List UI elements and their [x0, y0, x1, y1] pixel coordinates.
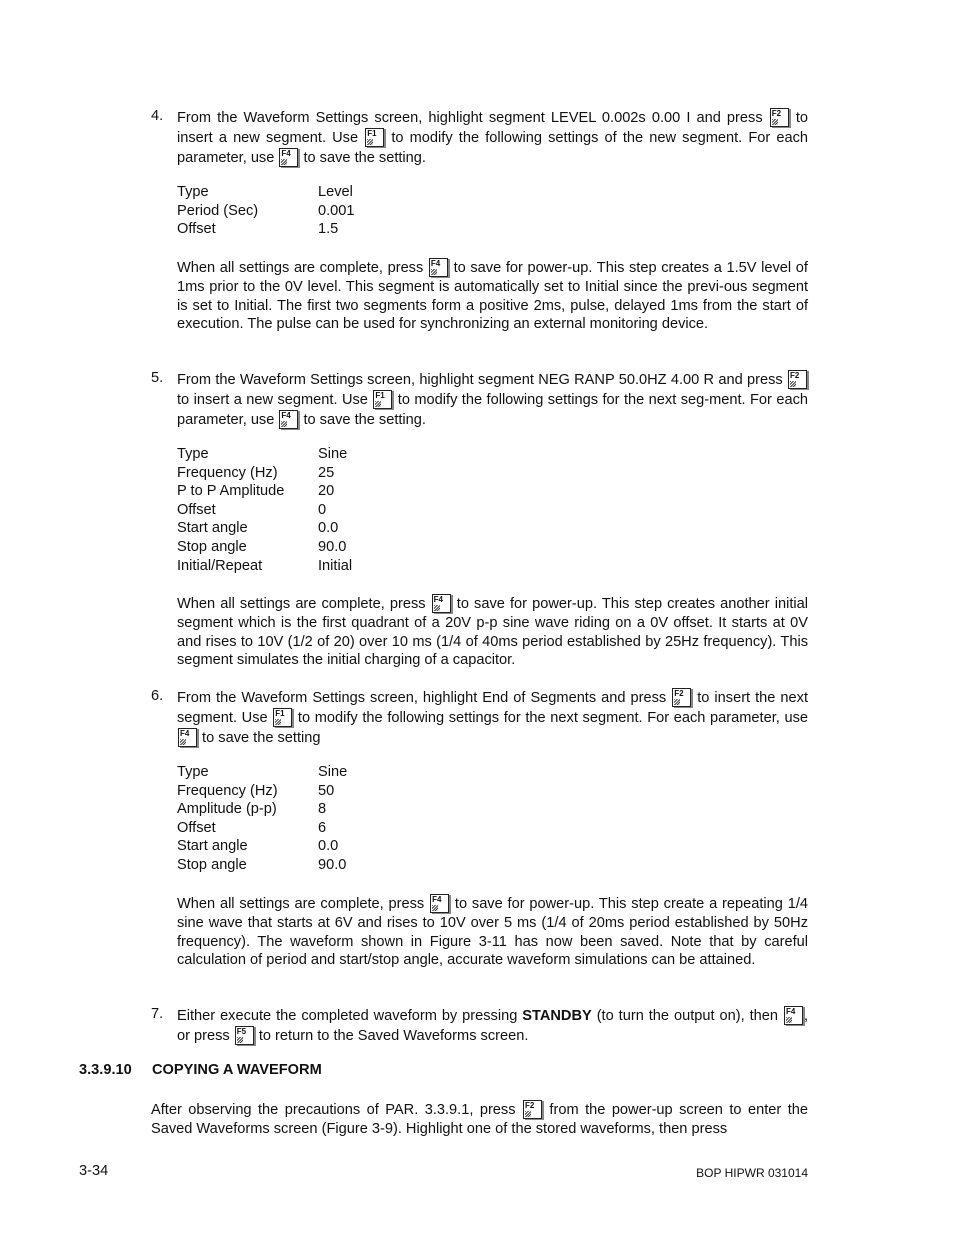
setting-row: [177, 464, 477, 483]
setting-name: Offset: [177, 221, 216, 238]
setting-name: Stop angle: [177, 538, 247, 555]
f4-key-icon: F4: [784, 1006, 803, 1025]
setting-value: 8: [318, 801, 327, 818]
setting-row: [177, 856, 477, 875]
f2-key-icon: F2: [523, 1100, 542, 1119]
setting-name: Frequency (Hz): [177, 782, 278, 799]
setting-value: Sine: [318, 446, 348, 462]
setting-value: Sine: [318, 764, 348, 780]
setting-value: 20: [318, 483, 335, 500]
section-number: 3.3.9.10: [79, 1062, 132, 1078]
step-4-number: 4.: [151, 108, 164, 124]
setting-name: P to P Amplitude: [177, 483, 285, 500]
setting-name: Stop angle: [177, 856, 247, 873]
f4-key-icon: F4: [279, 410, 298, 429]
f2-key-icon: F2: [770, 108, 789, 127]
setting-value: Level: [318, 184, 353, 200]
step-6-settings: [177, 763, 477, 875]
setting-row: [177, 557, 477, 576]
section-body: After observing the precautions of PAR. 3.3.9.1, press F2 from the power-up screen to enter the Saved Waveforms screen (Figure 3-9). Highlight one of the stored waveforms, then press: [151, 1101, 808, 1137]
step-5-number: 5.: [151, 370, 164, 386]
setting-name: Offset: [177, 819, 216, 836]
setting-name: Period (Sec): [177, 202, 259, 219]
setting-row: [177, 782, 477, 801]
step-6-number: 6.: [151, 688, 164, 704]
step-5-after: When all settings are complete, press F4 to save for power-up. This step creates another initial segment which is the first quadrant of a 20V p-p sine wave riding on a 0V offset. It starts at 0V and rises to 10V (1/2 of 20) over 10 ms (1/4 of 40ms period established by 25Hz frequency). This segment simulates the initial charging of a capacitor.: [177, 595, 808, 669]
step-6-after: When all settings are complete, press F4 to save for power-up. This step create a repeating 1/4 sine wave that starts at 6V and rises to 10V over 5 ms (1/4 of 20ms period established by 50Hz frequency). The waveform shown in Figure 3-11 has now been saved. Note that by careful calculation of period and start/stop angle, accurate waveform simulations can be attained.: [177, 895, 808, 969]
f1-key-icon: F1: [273, 708, 292, 727]
setting-name: Frequency (Hz): [177, 464, 278, 481]
setting-name: Type: [177, 184, 209, 200]
f4-key-icon: F4: [432, 594, 451, 613]
setting-row: [177, 519, 477, 538]
f1-key-icon: F1: [365, 128, 384, 147]
setting-row: [177, 501, 477, 520]
f4-key-icon: F4: [429, 258, 448, 277]
setting-row: [177, 445, 477, 464]
setting-row: [177, 800, 477, 819]
setting-value: 0: [318, 501, 327, 518]
step-4-after: When all settings are complete, press F4 to save for power-up. This step creates a 1.5V level of 1ms prior to the 0V level. This segment is automatically set to Initial since the previ-ous segment is set to Initial. The first two segments form a positive 2ms, pulse, delayed 1ms from the start of execution. The pulse can be used for synchronizing an external monitoring device.: [177, 259, 808, 333]
step-7-intro: Either execute the completed waveform by pressing STANDBY (to turn the output on), then F4 , or press F5 to return to the Saved Waveforms screen.: [177, 1007, 808, 1044]
f4-key-icon: F4: [178, 728, 197, 747]
f1-key-icon: F1: [373, 390, 392, 409]
setting-row: [177, 220, 477, 239]
f4-key-icon: F4: [279, 148, 298, 167]
f2-key-icon: F2: [672, 688, 691, 707]
setting-row: [177, 482, 477, 501]
setting-row: [177, 837, 477, 856]
setting-name: Offset: [177, 501, 216, 518]
setting-value: 90.0: [318, 538, 347, 555]
setting-value: 0.0: [318, 838, 339, 855]
setting-name: Start angle: [177, 838, 248, 855]
setting-value: 90.0: [318, 856, 347, 873]
step-7-number: 7.: [151, 1006, 164, 1022]
step-4-intro: From the Waveform Settings screen, highlight segment LEVEL 0.002s 0.00 I and press F2 to insert a new segment. Use F1 to modify the following settings of the new segment. For each parameter, use F4 to save the setting.: [177, 109, 808, 166]
f4-key-icon: F4: [430, 894, 449, 913]
setting-row: [177, 538, 477, 557]
document-id: BOP HIPWR 031014: [696, 1166, 808, 1180]
setting-row: [177, 763, 477, 782]
setting-name: Start angle: [177, 520, 248, 537]
setting-value: 50: [318, 782, 335, 799]
f2-key-icon: F2: [788, 370, 807, 389]
setting-name: Amplitude (p-p): [177, 801, 277, 818]
setting-value: 0.001: [318, 202, 355, 219]
f5-key-icon: F5: [235, 1026, 254, 1045]
setting-value: 25: [318, 464, 335, 481]
setting-value: Initial: [318, 557, 353, 574]
setting-row: [177, 202, 477, 221]
emphasis: STANDBY: [522, 1008, 592, 1024]
step-6-intro: From the Waveform Settings screen, highlight End of Segments and press F2 to insert the next segment. Use F1 to modify the following settings for the next segment. For each parameter, use F4 to save the setting: [177, 689, 809, 746]
step-5-intro: From the Waveform Settings screen, highlight segment NEG RANP 50.0HZ 4.00 R and press F2 to insert a new segment. Use F1 to modify the following settings for the next seg-ment. For each parameter, use F4 to save the setting.: [177, 371, 808, 428]
setting-name: Type: [177, 764, 209, 780]
section-title: COPYING A WAVEFORM: [152, 1062, 322, 1078]
setting-value: 0.0: [318, 520, 339, 537]
setting-value: 6: [318, 819, 327, 836]
setting-row: [177, 183, 477, 202]
setting-name: Type: [177, 446, 209, 462]
page-number: 3-34: [79, 1163, 109, 1179]
step-4-settings: [177, 183, 477, 239]
step-5-settings: [177, 445, 477, 575]
setting-row: [177, 819, 477, 838]
setting-value: 1.5: [318, 221, 339, 238]
setting-name: Initial/Repeat: [177, 557, 263, 574]
